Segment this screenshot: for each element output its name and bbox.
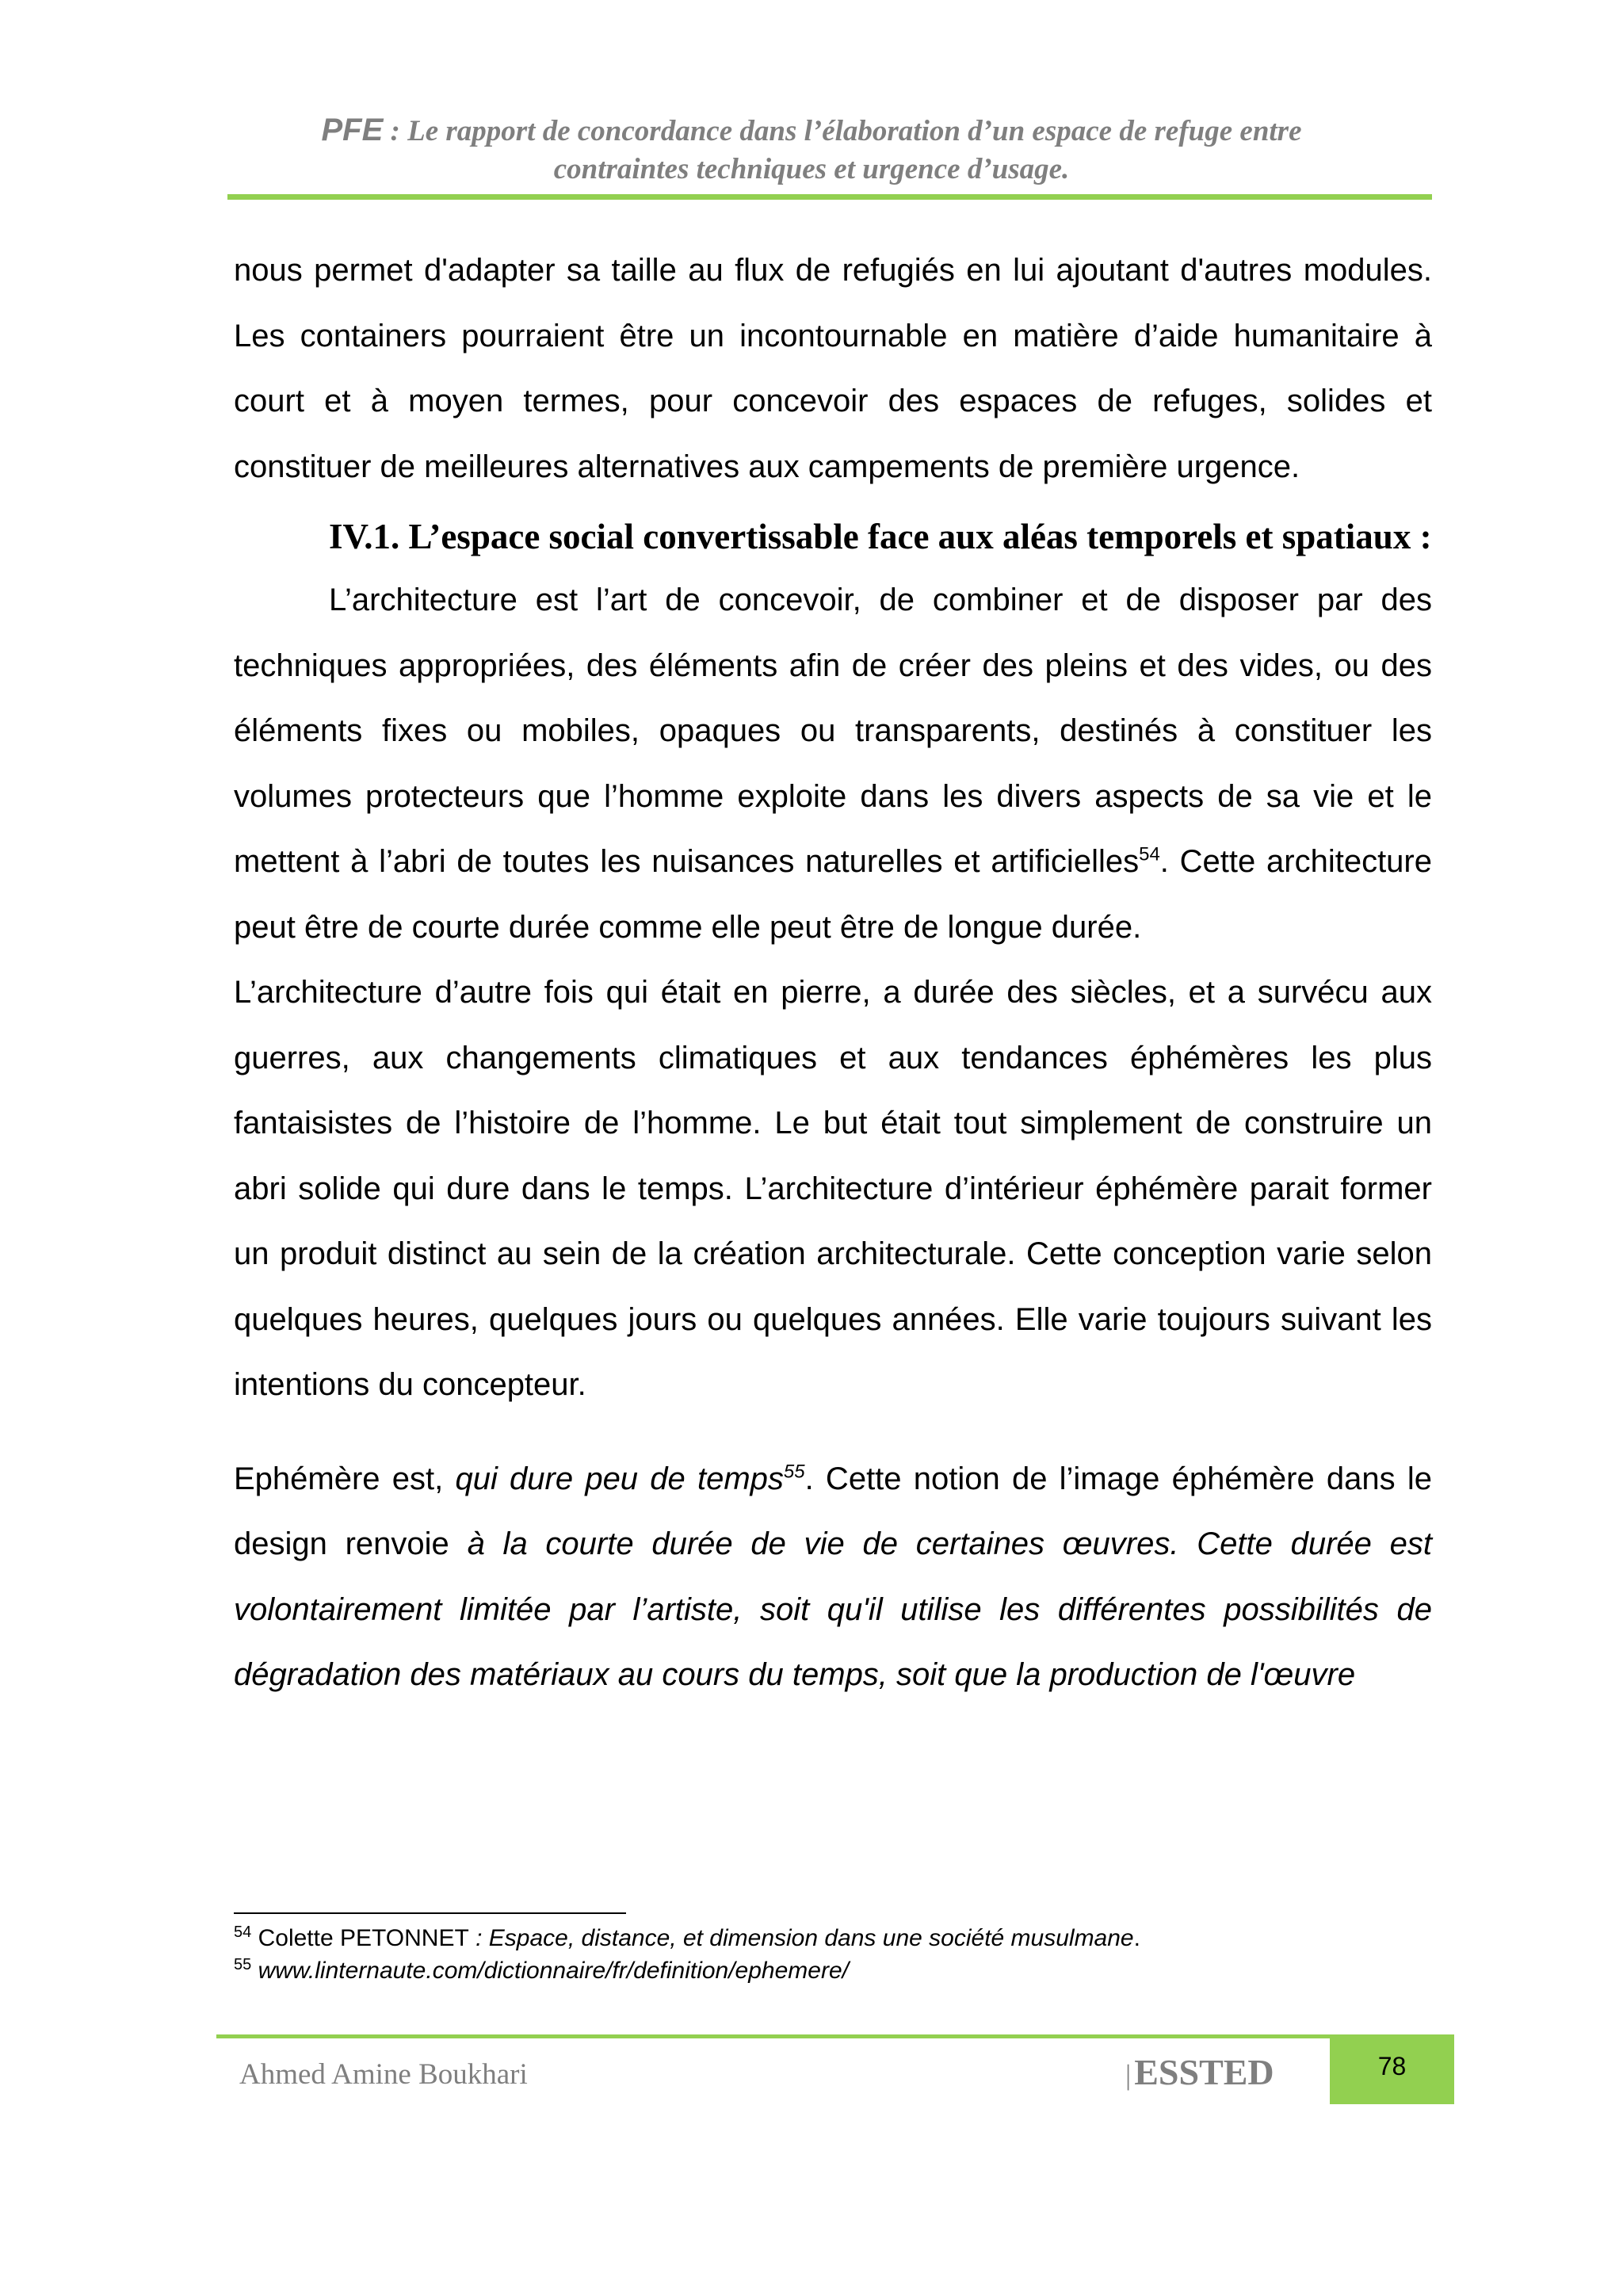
footer-org xyxy=(1125,2051,1274,2093)
page-header xyxy=(0,111,1623,189)
paragraph-4-a: Ephémère est, xyxy=(234,1461,456,1496)
page-body xyxy=(234,238,1432,1708)
footnote-54-num: 54 xyxy=(234,1924,252,1941)
footnote-ref-55[interactable] xyxy=(784,1461,805,1482)
header-title-2: contraintes techniques et urgence d’usage. xyxy=(553,153,1070,185)
page-number: 78 xyxy=(1377,2052,1407,2080)
paragraph-2-tail: . Cette architecture peut être de courte durée comme elle peut être de longue durée. xyxy=(234,844,1432,945)
footnote-55-num: 55 xyxy=(234,1956,252,1973)
footnote-55-link[interactable]: www.linternaute.com/dictionnaire/fr/definition/ephemere/ xyxy=(258,1958,849,1984)
page-number-box xyxy=(1330,2034,1454,2104)
footnote-ref-54[interactable]: 54 xyxy=(1139,843,1160,865)
paragraph-4-quote: qui dure peu de temps xyxy=(455,1461,784,1496)
footnotes xyxy=(234,1922,1432,1987)
footnote-54 xyxy=(234,1922,1432,1954)
header-divider xyxy=(227,194,1432,200)
paragraph-4-definition: à la courte durée de vie de certaines œuvres. Cette durée est volontairement limitée par l’artiste, soit qu'il utilise les différentes possibilités de dégradation des matériaux au cours du temps, soit que la production de l'œuvre xyxy=(234,1526,1432,1692)
section-heading: IV.1. L’espace social convertissable face aux aléas temporels et spatiaux : xyxy=(329,517,1432,556)
paragraph-3: L’architecture d’autre fois qui était en pierre, a durée des siècles, et a survécu aux guerres, aux changements climatiques et aux tendances éphémères les plus fantaisistes de l’histoire de l’homme. Le but était tout simplement de construire un abri solide qui dure dans le temps. L’architecture d’intérieur éphémère parait former un produit distinct au sein de la création architecturale. Cette conception varie selon quelques heures, quelques jours ou quelques années. Elle varie toujours suivant les intentions du concepteur. xyxy=(234,975,1432,1402)
header-line-1 xyxy=(0,111,1623,151)
header-pfe: PFE xyxy=(321,113,384,147)
paragraph-4-c: . Cette notion de l’image éphémère dans le design renvoie xyxy=(234,1461,1433,1561)
footnote-54-author: Colette PETONNET xyxy=(258,1925,469,1951)
footer-divider xyxy=(216,2034,1330,2038)
paragraph-spacer xyxy=(234,1418,1432,1446)
paragraph-1: nous permet d'adapter sa taille au flux de refugiés en lui ajoutant d'autres modules. Les containers pourraient être un incontournable en matière d’aide humanitaire à court et à moyen termes, pour concevoir des espaces de refuges, solides et constituer de meilleures alternatives aux campements de première urgence. xyxy=(234,253,1432,484)
header-title-1: : Le rapport de concordance dans l’élaboration d’un espace de refuge entre xyxy=(383,115,1302,147)
paragraph-2 xyxy=(234,567,1432,960)
footer-org-name: ESSTED xyxy=(1134,2052,1274,2092)
footnote-ref-55-num: 55 xyxy=(783,1461,805,1483)
footer-separator: | xyxy=(1125,2059,1132,2091)
paragraph-2-text: L’architecture est l’art de concevoir, de combiner et de disposer par des techniques appropriées, des éléments afin de créer des pleins et des vides, ou des éléments fixes ou mobiles, opaques ou transparents, destinés à constituer les volumes protecteurs que l’homme exploite dans les divers aspects de sa vie et le mettent à l’abri de toutes les nuisances naturelles et artificielles xyxy=(234,583,1432,879)
footnote-54-title: : Espace, distance, et dimension dans une société musulmane xyxy=(468,1925,1134,1951)
footnote-separator xyxy=(234,1912,626,1914)
footnote-54-end: . xyxy=(1133,1925,1140,1951)
footnote-55 xyxy=(234,1954,1432,1987)
paragraph-4 xyxy=(234,1446,1432,1708)
footer-author: Ahmed Amine Boukhari xyxy=(239,2058,528,2091)
